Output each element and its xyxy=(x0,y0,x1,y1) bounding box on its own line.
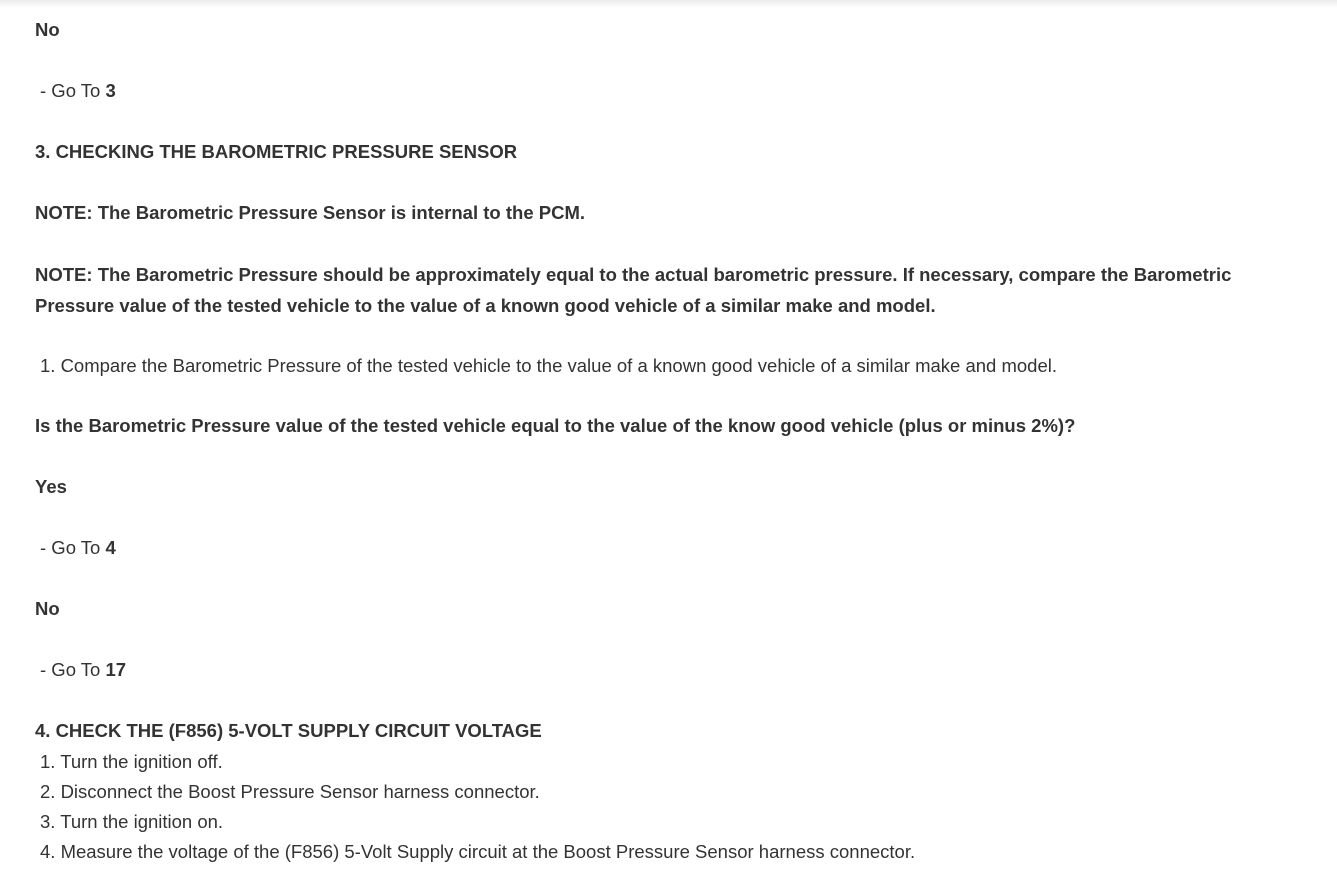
step-3-item-1: 1. Compare the Barometric Pressure of the tested vehicle to the value of a known good vehicle of a similar make and model. xyxy=(40,355,1058,376)
goto-prefix: - Go To xyxy=(40,537,106,558)
note-1: NOTE: The Barometric Pressure Sensor is internal to the PCM. xyxy=(35,202,585,223)
answer-no: No xyxy=(35,19,60,40)
step-4-item-1: 1. Turn the ignition off. xyxy=(40,751,223,772)
note-2: NOTE: The Barometric Pressure should be approximately equal to the actual barometric pressure. If necessary, compare the Barometric Pressure value of the tested vehicle to the value of a known good vehicle of a similar make and model. xyxy=(35,264,1232,316)
goto-target: 3 xyxy=(105,80,116,101)
goto-link[interactable] xyxy=(40,537,116,559)
step-4-item-4: 4. Measure the voltage of the (F856) 5-Volt Supply circuit at the Boost Pressure Sensor harness connector. xyxy=(40,841,916,862)
answer-yes: Yes xyxy=(35,476,67,497)
goto-link[interactable] xyxy=(40,659,126,681)
goto-link[interactable] xyxy=(40,80,116,102)
goto-target: 17 xyxy=(105,659,127,680)
question: Is the Barometric Pressure value of the tested vehicle equal to the value of the know good vehicle (plus or minus 2%)? xyxy=(35,415,1076,436)
step-3-title: 3. CHECKING THE BAROMETRIC PRESSURE SENSOR xyxy=(35,141,518,162)
top-shadow xyxy=(0,0,1337,8)
step-4-item-3: 3. Turn the ignition on. xyxy=(40,811,224,832)
step-4-title: 4. CHECK THE (F856) 5-VOLT SUPPLY CIRCUIT VOLTAGE xyxy=(35,720,542,741)
goto-prefix: - Go To xyxy=(40,659,106,680)
step-4-item-2: 2. Disconnect the Boost Pressure Sensor harness connector. xyxy=(40,781,540,802)
goto-target: 4 xyxy=(105,537,116,558)
goto-prefix: - Go To xyxy=(40,80,106,101)
answer-no: No xyxy=(35,598,60,619)
